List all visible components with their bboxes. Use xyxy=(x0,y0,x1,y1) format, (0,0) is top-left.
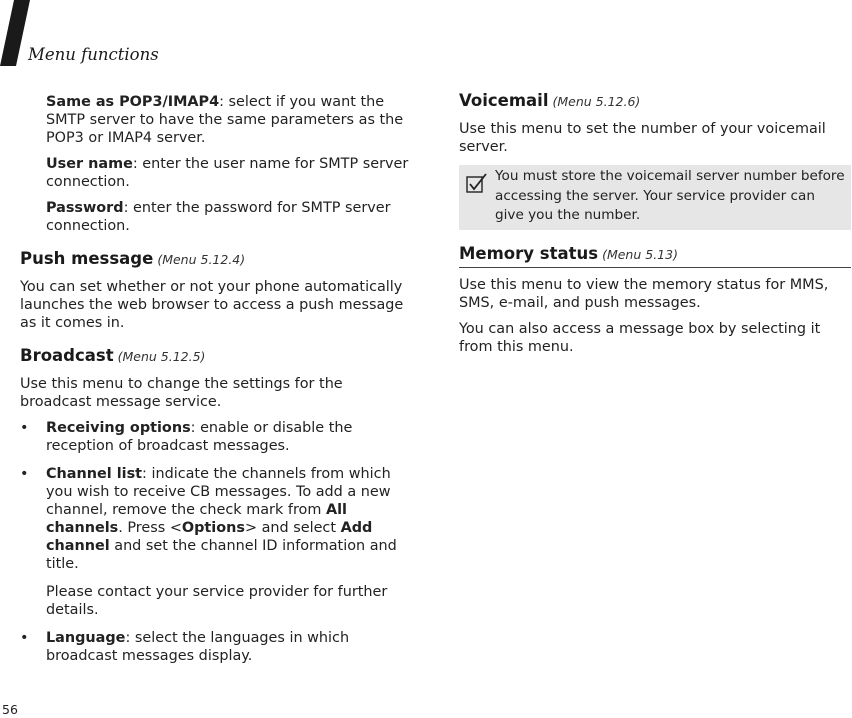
bullet-language: • Language: select the languages in which broadcast messages display. xyxy=(20,630,350,664)
voicemail-body: Use this menu to set the number of your voicemail server. xyxy=(459,121,826,155)
bullet-icon: • xyxy=(20,466,29,482)
smtp-item: Same as POP3/IMAP4: select if you want the SMTP server to have the same parameters as the POP3 or IMAP4 server. xyxy=(46,94,404,146)
bullet-icon: • xyxy=(20,420,29,436)
page-header-title: Menu functions xyxy=(28,45,159,64)
bullet-channel-list: • Channel list: indicate the channels from which you wish to receive CB messages. To add a new channel, remove the check mark from All channels. Press <Options> and select Add channel and set the channel ID information and title. xyxy=(20,466,397,572)
voicemail-heading: Voicemail (Menu 5.12.6) xyxy=(459,91,641,110)
memory-status-body: Use this menu to view the memory status for MMS, SMS, e-mail, and push messages. xyxy=(459,276,829,311)
left-column xyxy=(20,93,412,665)
bullet-receiving-options: • Receiving options: enable or disable the reception of broadcast messages. xyxy=(20,420,353,454)
header-accent-bar xyxy=(0,0,30,66)
voicemail-note-text: You must store the voicemail server number before accessing the server. Your service provider can give you the number. xyxy=(495,168,845,223)
smtp-item: Password: enter the password for SMTP server connection. xyxy=(46,200,391,234)
memory-status-heading: Memory status (Menu 5.13) xyxy=(459,244,851,268)
broadcast-body: Use this menu to change the settings for the broadcast message service. xyxy=(20,376,343,410)
push-message-heading: Push message (Menu 5.12.4) xyxy=(20,249,246,268)
check-note-icon xyxy=(465,171,489,195)
broadcast-heading: Broadcast (Menu 5.12.5) xyxy=(20,346,206,365)
push-message-body: You can set whether or not your phone automatically launches the web browser to access a push message as it comes in. xyxy=(20,279,404,331)
right-column xyxy=(459,91,851,356)
page-number: 56 xyxy=(2,702,18,717)
voicemail-note-box xyxy=(459,165,851,230)
smtp-item: User name: enter the user name for SMTP server connection. xyxy=(46,156,409,190)
memory-status-body-2: You can also access a message box by selecting it from this menu. xyxy=(459,320,821,355)
channel-list-note: Please contact your service provider for further details. xyxy=(46,584,388,618)
bullet-icon: • xyxy=(20,630,29,646)
